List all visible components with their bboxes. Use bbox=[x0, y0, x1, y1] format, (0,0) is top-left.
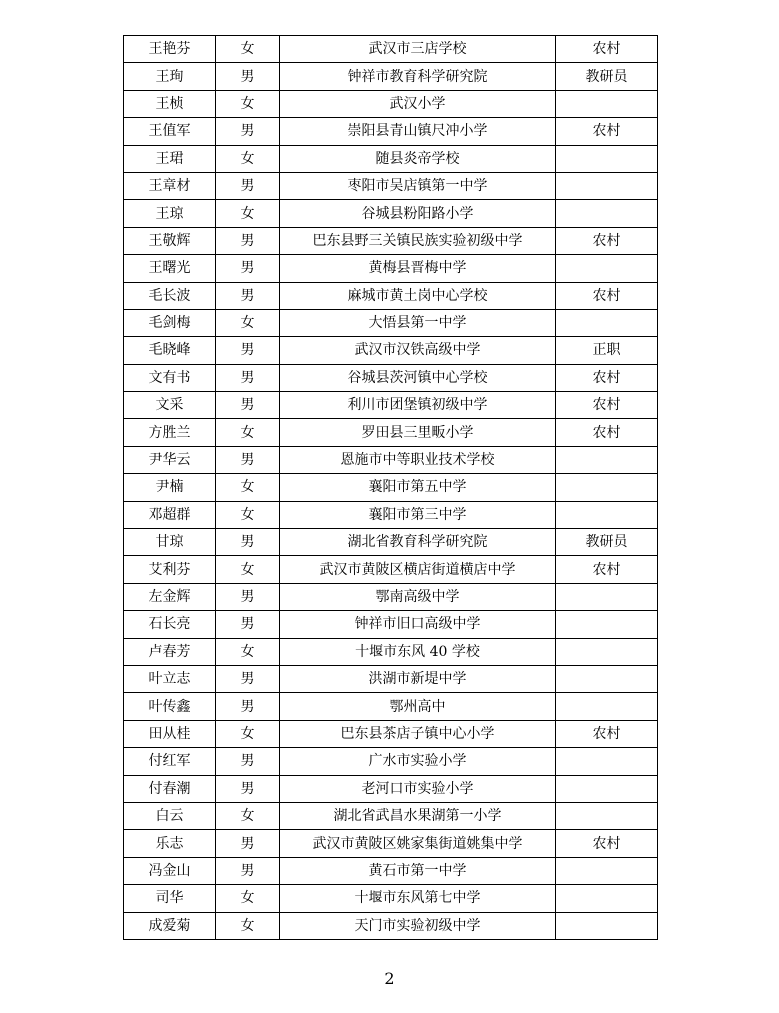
table-row bbox=[124, 419, 658, 446]
table-row bbox=[124, 775, 658, 802]
table-row bbox=[124, 474, 658, 501]
cell-gender: 女 bbox=[216, 638, 280, 665]
cell-note: 农村 bbox=[556, 282, 658, 309]
cell-gender: 女 bbox=[216, 885, 280, 912]
cell-gender: 男 bbox=[216, 63, 280, 90]
cell-name: 叶立志 bbox=[124, 665, 216, 692]
cell-note bbox=[556, 255, 658, 282]
cell-note bbox=[556, 446, 658, 473]
cell-name: 成爱菊 bbox=[124, 912, 216, 939]
cell-gender: 女 bbox=[216, 90, 280, 117]
cell-gender: 女 bbox=[216, 912, 280, 939]
table-row bbox=[124, 200, 658, 227]
cell-gender: 女 bbox=[216, 720, 280, 747]
cell-name: 石长亮 bbox=[124, 611, 216, 638]
table-row bbox=[124, 638, 658, 665]
cell-note: 教研员 bbox=[556, 529, 658, 556]
cell-gender: 男 bbox=[216, 227, 280, 254]
table-row bbox=[124, 693, 658, 720]
cell-school: 利川市团堡镇初级中学 bbox=[280, 392, 556, 419]
cell-gender: 男 bbox=[216, 529, 280, 556]
cell-gender: 男 bbox=[216, 748, 280, 775]
cell-note bbox=[556, 802, 658, 829]
table-row bbox=[124, 63, 658, 90]
cell-name: 方胜兰 bbox=[124, 419, 216, 446]
cell-school: 武汉市三店学校 bbox=[280, 36, 556, 63]
table-row bbox=[124, 830, 658, 857]
cell-gender: 女 bbox=[216, 36, 280, 63]
cell-name: 王敬辉 bbox=[124, 227, 216, 254]
cell-school: 武汉市汉铁高级中学 bbox=[280, 337, 556, 364]
cell-school: 十堰市东风 40 学校 bbox=[280, 638, 556, 665]
table-row bbox=[124, 282, 658, 309]
cell-school: 襄阳市第五中学 bbox=[280, 474, 556, 501]
cell-gender: 男 bbox=[216, 665, 280, 692]
cell-school: 随县炎帝学校 bbox=[280, 145, 556, 172]
table-row bbox=[124, 255, 658, 282]
roster-table bbox=[123, 35, 658, 940]
table-row bbox=[124, 501, 658, 528]
table-row bbox=[124, 748, 658, 775]
cell-gender: 男 bbox=[216, 693, 280, 720]
cell-note: 正职 bbox=[556, 337, 658, 364]
cell-name: 田从桂 bbox=[124, 720, 216, 747]
cell-note: 农村 bbox=[556, 720, 658, 747]
cell-school: 钟祥市旧口高级中学 bbox=[280, 611, 556, 638]
table-row bbox=[124, 446, 658, 473]
cell-school: 武汉市黄陂区姚家集街道姚集中学 bbox=[280, 830, 556, 857]
cell-note bbox=[556, 665, 658, 692]
cell-note bbox=[556, 638, 658, 665]
cell-school: 谷城县茨河镇中心学校 bbox=[280, 364, 556, 391]
cell-note bbox=[556, 474, 658, 501]
cell-school: 大悟县第一中学 bbox=[280, 309, 556, 336]
cell-name: 艾利芬 bbox=[124, 556, 216, 583]
cell-gender: 女 bbox=[216, 200, 280, 227]
cell-gender: 男 bbox=[216, 337, 280, 364]
cell-name: 文采 bbox=[124, 392, 216, 419]
cell-school: 十堰市东风第七中学 bbox=[280, 885, 556, 912]
cell-school: 枣阳市吴店镇第一中学 bbox=[280, 172, 556, 199]
cell-gender: 女 bbox=[216, 802, 280, 829]
cell-gender: 男 bbox=[216, 282, 280, 309]
table-row bbox=[124, 885, 658, 912]
cell-note bbox=[556, 172, 658, 199]
cell-name: 尹华云 bbox=[124, 446, 216, 473]
cell-name: 王珺 bbox=[124, 145, 216, 172]
cell-name: 乐志 bbox=[124, 830, 216, 857]
cell-note: 农村 bbox=[556, 419, 658, 446]
cell-note bbox=[556, 583, 658, 610]
cell-school: 黄石市第一中学 bbox=[280, 857, 556, 884]
cell-note: 农村 bbox=[556, 227, 658, 254]
cell-name: 邓超群 bbox=[124, 501, 216, 528]
cell-note bbox=[556, 200, 658, 227]
cell-name: 王琼 bbox=[124, 200, 216, 227]
cell-gender: 男 bbox=[216, 830, 280, 857]
cell-gender: 男 bbox=[216, 775, 280, 802]
cell-school: 巴东县茶店子镇中心小学 bbox=[280, 720, 556, 747]
cell-name: 文有书 bbox=[124, 364, 216, 391]
cell-school: 崇阳县青山镇尺冲小学 bbox=[280, 118, 556, 145]
cell-gender: 女 bbox=[216, 145, 280, 172]
cell-note bbox=[556, 90, 658, 117]
cell-name: 付红军 bbox=[124, 748, 216, 775]
cell-school: 老河口市实验小学 bbox=[280, 775, 556, 802]
table-row bbox=[124, 857, 658, 884]
cell-note: 农村 bbox=[556, 556, 658, 583]
table-row bbox=[124, 611, 658, 638]
cell-name: 司华 bbox=[124, 885, 216, 912]
table-row bbox=[124, 309, 658, 336]
cell-gender: 男 bbox=[216, 172, 280, 199]
cell-name: 王桢 bbox=[124, 90, 216, 117]
cell-name: 王艳芬 bbox=[124, 36, 216, 63]
cell-school: 广水市实验小学 bbox=[280, 748, 556, 775]
cell-note bbox=[556, 501, 658, 528]
table-row bbox=[124, 802, 658, 829]
table-row bbox=[124, 90, 658, 117]
table-row bbox=[124, 172, 658, 199]
cell-school: 鄂州高中 bbox=[280, 693, 556, 720]
cell-school: 巴东县野三关镇民族实验初级中学 bbox=[280, 227, 556, 254]
cell-school: 钟祥市教育科学研究院 bbox=[280, 63, 556, 90]
cell-gender: 女 bbox=[216, 419, 280, 446]
cell-school: 湖北省武昌水果湖第一小学 bbox=[280, 802, 556, 829]
table-row bbox=[124, 364, 658, 391]
cell-name: 白云 bbox=[124, 802, 216, 829]
cell-note bbox=[556, 748, 658, 775]
cell-note bbox=[556, 775, 658, 802]
cell-name: 付春潮 bbox=[124, 775, 216, 802]
table-row bbox=[124, 36, 658, 63]
cell-school: 恩施市中等职业技术学校 bbox=[280, 446, 556, 473]
cell-name: 毛晓峰 bbox=[124, 337, 216, 364]
cell-name: 叶传鑫 bbox=[124, 693, 216, 720]
table-row bbox=[124, 529, 658, 556]
table-row bbox=[124, 118, 658, 145]
table-row bbox=[124, 556, 658, 583]
cell-name: 左金辉 bbox=[124, 583, 216, 610]
cell-gender: 女 bbox=[216, 556, 280, 583]
cell-note: 农村 bbox=[556, 364, 658, 391]
page-number: 2 bbox=[384, 969, 395, 988]
cell-name: 尹楠 bbox=[124, 474, 216, 501]
cell-school: 鄂南高级中学 bbox=[280, 583, 556, 610]
cell-school: 襄阳市第三中学 bbox=[280, 501, 556, 528]
cell-school: 谷城县粉阳路小学 bbox=[280, 200, 556, 227]
cell-note: 教研员 bbox=[556, 63, 658, 90]
cell-gender: 男 bbox=[216, 392, 280, 419]
cell-note bbox=[556, 145, 658, 172]
cell-gender: 女 bbox=[216, 309, 280, 336]
cell-gender: 男 bbox=[216, 364, 280, 391]
cell-school: 黄梅县晋梅中学 bbox=[280, 255, 556, 282]
cell-note bbox=[556, 693, 658, 720]
cell-name: 甘琼 bbox=[124, 529, 216, 556]
cell-school: 湖北省教育科学研究院 bbox=[280, 529, 556, 556]
cell-name: 王章材 bbox=[124, 172, 216, 199]
cell-gender: 女 bbox=[216, 474, 280, 501]
cell-school: 武汉小学 bbox=[280, 90, 556, 117]
cell-school: 洪湖市新堤中学 bbox=[280, 665, 556, 692]
table-row bbox=[124, 392, 658, 419]
cell-name: 王珣 bbox=[124, 63, 216, 90]
cell-note bbox=[556, 885, 658, 912]
roster-table-body bbox=[124, 36, 658, 940]
cell-note: 农村 bbox=[556, 36, 658, 63]
table-row bbox=[124, 720, 658, 747]
cell-note: 农村 bbox=[556, 830, 658, 857]
cell-name: 王曙光 bbox=[124, 255, 216, 282]
cell-school: 罗田县三里畈小学 bbox=[280, 419, 556, 446]
cell-gender: 男 bbox=[216, 446, 280, 473]
cell-name: 毛剑梅 bbox=[124, 309, 216, 336]
table-row bbox=[124, 227, 658, 254]
cell-name: 冯金山 bbox=[124, 857, 216, 884]
table-row bbox=[124, 337, 658, 364]
cell-gender: 男 bbox=[216, 583, 280, 610]
table-row bbox=[124, 145, 658, 172]
cell-gender: 男 bbox=[216, 118, 280, 145]
cell-school: 麻城市黄土岗中心学校 bbox=[280, 282, 556, 309]
cell-gender: 男 bbox=[216, 857, 280, 884]
cell-school: 武汉市黄陂区横店街道横店中学 bbox=[280, 556, 556, 583]
cell-gender: 男 bbox=[216, 611, 280, 638]
cell-name: 毛长波 bbox=[124, 282, 216, 309]
cell-note bbox=[556, 857, 658, 884]
cell-note: 农村 bbox=[556, 392, 658, 419]
cell-name: 卢春芳 bbox=[124, 638, 216, 665]
cell-gender: 女 bbox=[216, 501, 280, 528]
cell-gender: 男 bbox=[216, 255, 280, 282]
table-row bbox=[124, 583, 658, 610]
table-row bbox=[124, 912, 658, 939]
cell-name: 王值军 bbox=[124, 118, 216, 145]
cell-note bbox=[556, 611, 658, 638]
cell-note: 农村 bbox=[556, 118, 658, 145]
cell-school: 天门市实验初级中学 bbox=[280, 912, 556, 939]
table-row bbox=[124, 665, 658, 692]
cell-note bbox=[556, 309, 658, 336]
cell-note bbox=[556, 912, 658, 939]
